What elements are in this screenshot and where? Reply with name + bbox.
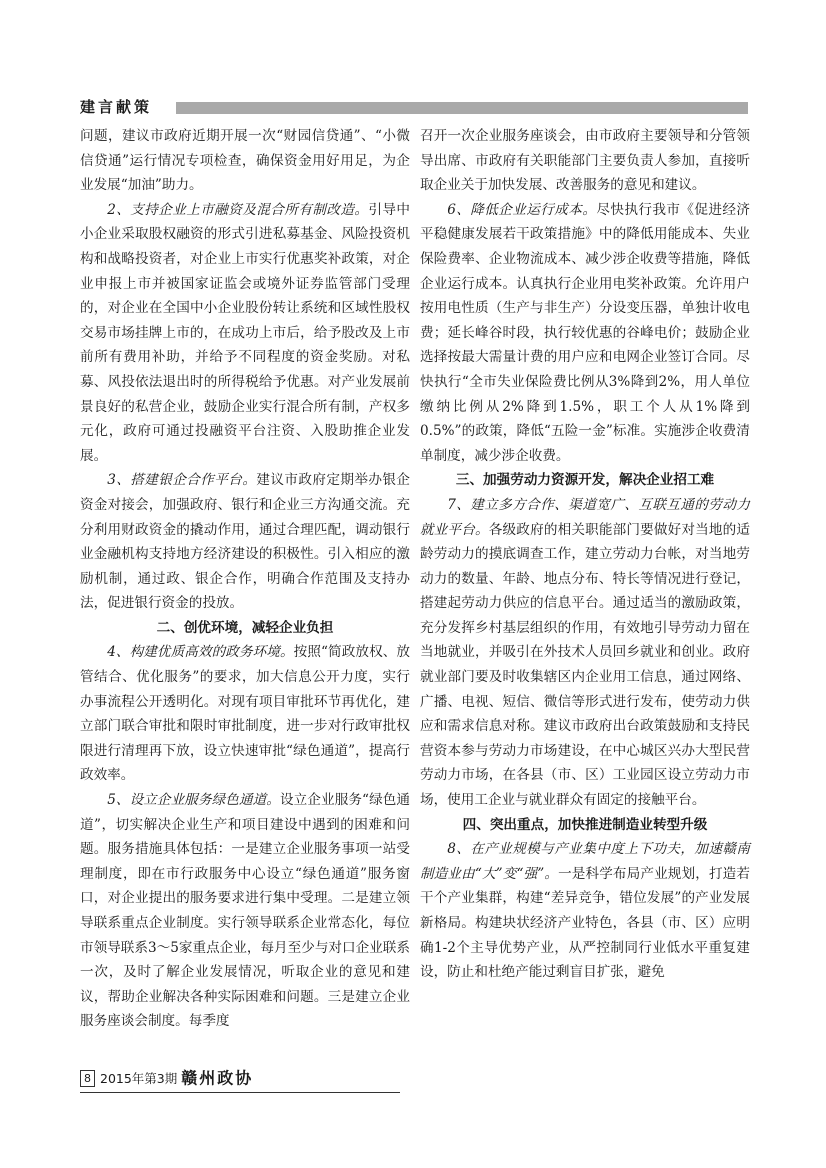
item-heading: 5、设立企业服务绿色通道。 [107, 792, 280, 809]
section-heading: 三、加强劳动力资源开发，解决企业招工难 [455, 472, 715, 489]
footer-rule [80, 1092, 400, 1093]
section-label: 建言献策 [80, 98, 153, 116]
page-number: 8 [80, 1070, 95, 1087]
item-heading: 7、建立多方合作、渠道宽广、互联互通的劳动力就业平台。 [420, 496, 750, 538]
issue-label: 2015年第3期 [100, 1070, 178, 1086]
left-column [80, 124, 410, 1034]
paragraph [420, 198, 750, 469]
header-bar [176, 102, 748, 114]
item-body: 一是科学布局产业规划，打造若干个产业集群，构建“差异竞争，错位发展”的产业发展新格局。构建块状经济产业特色，各县（市、区）应明确1-2个主导优势产业，从严控制同行业低水平重复建设，防止和杜绝产能过剩盲目扩张，避免 [420, 865, 750, 981]
paragraph [80, 788, 410, 1034]
journal-name: 赣州政协 [181, 1068, 254, 1088]
item-body: 各级政府的相关职能部门要做好对当地的适龄劳动力的摸底调查工作，建立劳动力台帐，对当地劳动力的数量、年龄、地点分布、特长等情况进行登记，搭建起劳动力供应的信息平台。通过适当的激励政策，充分发挥乡村基层组织的作用，有效地引导劳动力留在当地就业，并吸引在外技术人员回乡就业和创业。政府就业部门要及时收集辖区内企业用工信息，通过网络、广播、电视、短信、微信等形式进行发布，使劳动力供应和需求信息对称。建议市政府出台政策鼓励和支持民营资本参与劳动力市场建设，在中心城区兴办大型民营劳动力市场，在各县（市、区）工业园区设立劳动力市场，使用工企业与就业群众有固定的接触平台。 [420, 521, 751, 809]
page-footer [80, 1068, 253, 1088]
item-heading: 8、在产业规模与产业集中度上下功夫，加速赣南制造业由“大”变“强”。 [420, 841, 750, 882]
paragraph [80, 640, 410, 788]
paragraph [80, 468, 410, 616]
item-heading: 2、支持企业上市融资及混合所有制改造。 [107, 201, 369, 218]
item-body: 建议市政府定期举办银企资金对接会，加强政府、银行和企业三方沟通交流。充分利用财政资金的撬动作用，通过合理匹配，调动银行业金融机构支持地方经济建设的积极性。引入相应的激励机制，通过政、银企合作，明确合作范围及支持办法，促进银行资金的投放。 [80, 472, 410, 612]
paragraph [420, 493, 750, 813]
section-heading: 二、创优环境，减轻企业负担 [156, 619, 334, 636]
section-heading: 四、突出重点，加快推进制造业转型升级 [462, 816, 708, 833]
item-heading: 3、搭建银企合作平台。 [107, 472, 257, 489]
paragraph [80, 198, 410, 469]
item-heading: 6、降低企业运行成本。 [447, 201, 597, 218]
paragraph: 召开一次企业服务座谈会，由市政府主要领导和分管领导出席、市政府有关职能部门主要负责人参加，直接听取企业关于加快发展、改善服务的意见和建议。 [420, 128, 750, 194]
right-column [420, 124, 750, 985]
item-body: 按照“简政放权、放管结合、优化服务”的要求，加大信息公开力度，实行办事流程公开透明化。对现有项目审批环节再优化，建立部门联合审批和限时审批制度，进一步对行政审批权限进行清理再下放，设立快速审批“绿色通道”，提高行政效率。 [80, 644, 411, 784]
item-body: 引导中小企业采取股权融资的形式引进私募基金、风险投资机构和战略投资者，对企业上市实行优惠奖补政策，对企业申报上市并被国家证监会或境外证券监管部门受理的，对企业在全国中小企业股份转让系统和区域性股权交易市场挂牌上市的，在成功上市后，给予股改及上市前所有费用补助，并给予不同程度的资金奖励。对私募、风投依法退出时的所得税给予优惠。对产业发展前景良好的私营企业，鼓励企业实行混合所有制，产权多元化，政府可通过投融资平台注资、入股助推企业发展。 [80, 201, 410, 464]
page-header [80, 96, 748, 118]
item-body: 设立企业服务“绿色通道”，切实解决企业生产和项目建设中遇到的困难和问题。服务措施具体包括：一是建立企业服务事项一站受理制度，即在市行政服务中心设立“绿色通道”服务窗口，对企业提出的服务要求进行集中受理。二是建立领导联系重点企业制度。实行领导联系企业常态化，每位市领导联系3～5家重点企业，每月至少与对口企业联系一次，及时了解企业发展情况，听取企业的意见和建议，帮助企业解决各种实际困难和问题。三是建立企业服务座谈会制度。每季度 [80, 792, 411, 1030]
paragraph [420, 837, 750, 985]
item-body: 尽快执行我市《促进经济平稳健康发展若干政策措施》中的降低用能成本、失业保险费率、企业物流成本、减少涉企收费等措施，降低企业运行成本。认真执行企业用电奖补政策。允许用户按用电性质（生产与非生产）分设变压器，单独计收电费；延长峰谷时段，执行较优惠的谷峰电价；鼓励企业选择按最大需量计费的用户应和电网企业签订合同。尽快执行“全市失业保险费比例从3%降到2%，用人单位缴纳比例从2%降到1.5%，职工个人从1%降到0.5%”的政策，降低“五险一金”标准。实施涉企收费清单制度，减少涉企收费。 [420, 201, 750, 464]
paragraph: 问题，建议市政府近期开展一次“财园信贷通”、“小微信贷通”运行情况专项检查，确保资金用好用足，为企业发展“加油”助力。 [80, 128, 410, 194]
item-heading: 4、构建优质高效的政务环境。 [107, 644, 294, 661]
